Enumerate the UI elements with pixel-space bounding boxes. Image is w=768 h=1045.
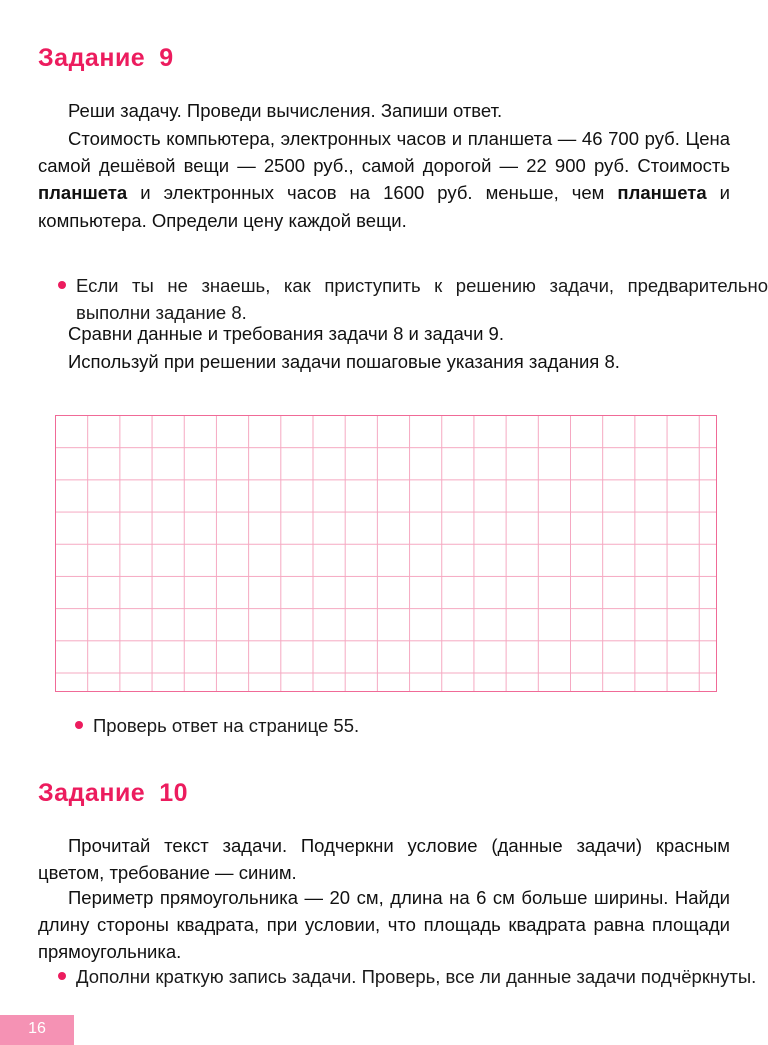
task-10-heading <box>38 779 188 808</box>
task-9-hint-bullet <box>38 272 768 326</box>
task-9-check-answer-bullet <box>55 712 753 739</box>
bullet-dot-icon <box>58 281 66 289</box>
task-10-problem-text: Периметр прямоугольника — 20 см, длина на 6 см больше ширины. Найди длину стороны квадрата, при условии, что площадь квадрата равна площади прямоугольника. <box>38 887 730 963</box>
task-9-heading-number: 9 <box>159 44 174 72</box>
task-9-heading-label: Задание <box>38 44 146 72</box>
task-9-steps-line: Используй при решении задачи пошаговые указания задания 8. <box>68 351 620 372</box>
task-10-heading-number: 10 <box>159 779 189 807</box>
task-10-heading-label: Задание <box>38 779 146 807</box>
task-9-problem-part-2: и электронных часов на 1600 руб. меньше, чем <box>127 182 618 204</box>
task-9-problem-part-3: и компьютера. Определи цену каждой вещи. <box>38 182 730 231</box>
bullet-dot-icon <box>75 721 83 729</box>
task-9-problem-text <box>38 125 730 234</box>
task-9-intro-line: Реши задачу. Проведи вычисления. Запиши ответ. <box>68 100 503 121</box>
task-10-bullet <box>38 963 768 990</box>
task-9-check-answer-text: Проверь ответ на странице 55. <box>93 715 360 736</box>
task-9-bold-word-1: планшета <box>38 182 128 204</box>
task-9-bold-word-2: планшета <box>617 182 707 204</box>
answer-grid-area[interactable] <box>55 415 717 692</box>
task-9-compare-line: Сравни данные и требования задачи 8 и задачи 9. <box>68 323 504 344</box>
page-number: 16 <box>28 1020 46 1037</box>
task-10-instruction-text: Прочитай текст задачи. Подчеркни условие (данные задачи) красным цветом, требование — синим. <box>38 835 730 884</box>
task-9-heading <box>38 44 174 73</box>
task-9-problem-part-1: Стоимость компьютера, электронных часов и планшета — 46 700 руб. Цена самой дешёвой вещи — 2500 руб., самой дорогой — 22 900 руб. Стоимость <box>38 128 730 177</box>
bullet-dot-icon <box>58 972 66 980</box>
page-number-tab <box>0 1015 74 1045</box>
task-10-bullet-text: Дополни краткую запись задачи. Проверь, все ли данные задачи подчёркнуты. <box>76 966 757 987</box>
task-9-hint-text: Если ты не знаешь, как приступить к решению задачи, предварительно выполни задание 8. <box>76 275 768 324</box>
